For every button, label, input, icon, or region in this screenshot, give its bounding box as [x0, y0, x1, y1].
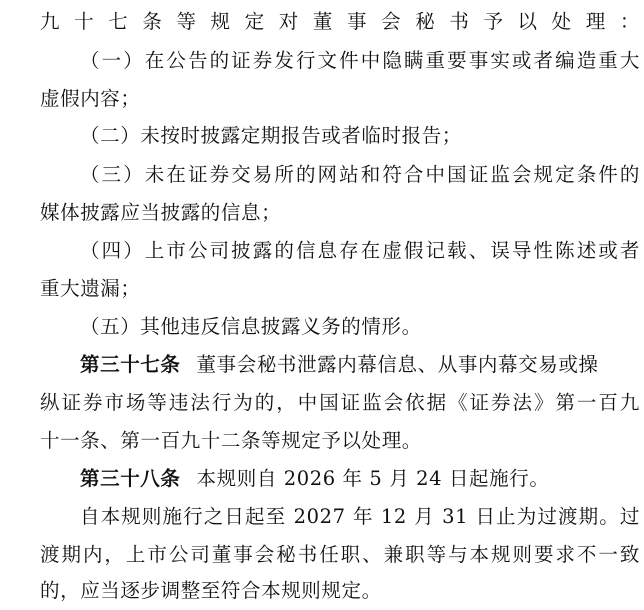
list-item-1-continuation: 虚假内容；	[40, 87, 141, 110]
list-item-4: （四）上市公司披露的信息存在虚假记载、误导性陈述或者	[80, 239, 640, 262]
list-item-4-continuation: 重大遗漏；	[40, 277, 141, 300]
list-item-5: （五）其他违反信息披露义务的情形。	[80, 315, 422, 338]
transition-line-2: 渡期内，上市公司董事会秘书任职、兼职等与本规则要求不一致	[40, 543, 640, 566]
article-37-text: 董事会秘书泄露内幕信息、从事内幕交易或操	[196, 353, 599, 376]
article-37-line-3: 十一条、第一百九十二条等规定予以处理。	[40, 429, 422, 452]
list-item-2: （二）未按时披露定期报告或者临时报告；	[80, 124, 462, 147]
article-38-heading: 第三十八条	[80, 467, 181, 490]
list-item-1: （一）在公告的证券发行文件中隐瞒重要事实或者编造重大	[80, 49, 640, 72]
article-37-line-1	[80, 346, 640, 384]
article-37-line-2: 纵证券市场等违法行为的，中国证监会依据《证券法》第一百九	[40, 391, 640, 414]
article-38-text: 本规则自 2026 年 5 月 24 日起施行。	[196, 467, 550, 490]
list-item-3: （三）未在证券交易所的网站和符合中国证监会规定条件的	[80, 163, 640, 186]
text-line: 九十七条等规定对董事会秘书予以处理：	[40, 10, 640, 33]
list-item-3-continuation: 媒体披露应当披露的信息；	[40, 201, 282, 224]
transition-line-1: 自本规则施行之日起至 2027 年 12 月 31 日止为过渡期。过	[80, 505, 640, 528]
article-37-heading: 第三十七条	[80, 353, 181, 376]
article-38-line	[80, 460, 640, 498]
transition-line-3: 的，应当逐步调整至符合本规则规定。	[40, 579, 382, 602]
